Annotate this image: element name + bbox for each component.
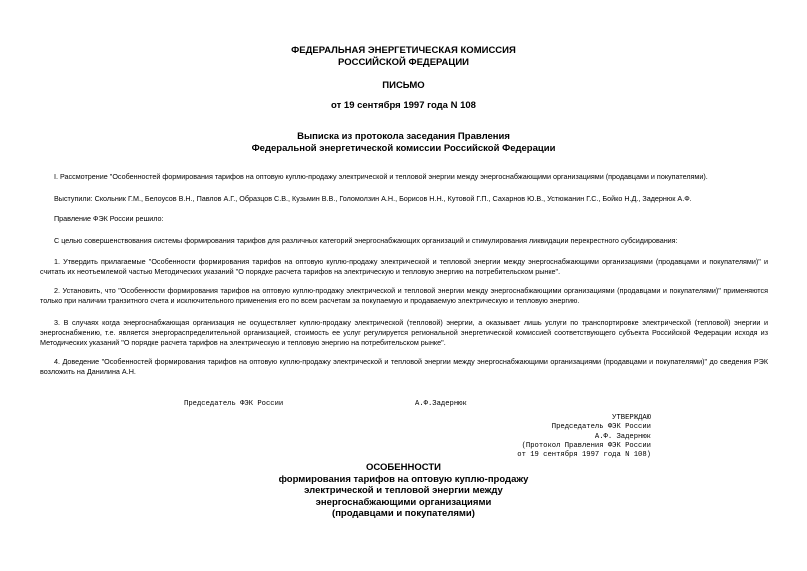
approval-block (517, 414, 651, 460)
paragraph-speakers: Выступили: Скольник Г.М., Белоусов В.Н., Павлов А.Г., Образцов С.В., Кузьмин В.В., Голомолзин А.Н., Борисов Н.Н., Кутовой Г.П., Сахарнов Ю.В., Устюжанин Г.С., Бойко Н.Д., Задернюк А.Ф. (54, 194, 692, 203)
appendix-title-line5: (продавцами и покупателями) (332, 508, 475, 519)
approval-line-4: (Протокол Правления ФЭК России (521, 441, 651, 450)
appendix-title-line4: энергоснабжающими организациями (315, 497, 492, 508)
doc-type: ПИСЬМО (382, 80, 425, 91)
org-name-line1: ФЕДЕРАЛЬНАЯ ЭНЕРГЕТИЧЕСКАЯ КОМИССИЯ (291, 45, 516, 56)
paragraph-decision: Правление ФЭК России решило: (54, 214, 164, 223)
approval-line-3: А.Ф. Задернюк (594, 432, 651, 441)
signature-name: А.Ф.Задернюк (415, 400, 467, 408)
paragraph-purpose: С целью совершенствования системы формирования тарифов для различных категорий энергоснабжающих организаций и стимулирования ликвидации перекрестного субсидирования: (54, 236, 678, 245)
approval-line-2: Председатель ФЭК России (551, 423, 651, 432)
paragraph-item-1: 1. Утвердить прилагаемые "Особенности формирования тарифов на оптовую куплю-продажу электрической и тепловой энергии между энергоснабжающими организациями (продавцами и покупателями)" и считать их неотъемлемой частью Методических указаний "О порядке расчета тарифов на электрическую и тепловую энергию на потребительском рынке". (40, 257, 768, 276)
approval-line-1: УТВЕРЖДАЮ (612, 414, 651, 422)
doc-date: от 19 сентября 1997 года N 108 (331, 100, 476, 111)
signature-position: Председатель ФЭК России (184, 400, 284, 408)
appendix-title-line1: ОСОБЕННОСТИ (366, 462, 441, 473)
appendix-title-line3: электрической и тепловой энергии между (304, 485, 503, 496)
appendix-title-line2: формирования тарифов на оптовую куплю-продажу (278, 474, 529, 485)
paragraph-item-2: 2. Установить, что "Особенности формирования тарифов на оптовую куплю-продажу электрической и тепловой энергии между энергоснабжающими организациями (продавцами и покупателями)" применяются только при наличии транзитного счета и исключительного применения его по всем расчетам за покупаемую и продаваемую электрическую и тепловую энергию. (40, 286, 768, 305)
extract-title-line2: Федеральной энергетической комиссии Российской Федерации (251, 143, 556, 154)
extract-title-line1: Выписка из протокола заседания Правления (297, 131, 510, 142)
paragraph-consideration: I. Рассмотрение "Особенностей формирования тарифов на оптовую куплю-продажу электрической и тепловой энергии между энергоснабжающими организациями (продавцами и покупателями). (54, 172, 708, 181)
org-name-line2: РОССИЙСКОЙ ФЕДЕРАЦИИ (337, 57, 469, 68)
approval-line-5: от 19 сентября 1997 года N 108) (517, 451, 651, 460)
paragraph-item-4: 4. Доведение "Особенностей формирования тарифов на оптовую куплю-продажу электрической и тепловой энергии между энергоснабжающими организациями (продавцами и покупателями)" до сведения РЭК возложить на Данилина А.Н. (40, 357, 768, 376)
paragraph-item-3: 3. В случаях когда энергоснабжающая организация не осуществляет куплю-продажу электрической (тепловой) энергии, а оказывает лишь услуги по транспортировке электрической (тепловой) энергии и энергоснабжению, т.е. является энергораспределительной организацией, стоимость ее услуг регулируется региональной энергетической комиссией соответствующего субъекта Российской Федерации исходя из Методических указаний "О порядке расчета тарифов на электрическую и тепловую энергию на потребительском рынке". (40, 318, 768, 347)
